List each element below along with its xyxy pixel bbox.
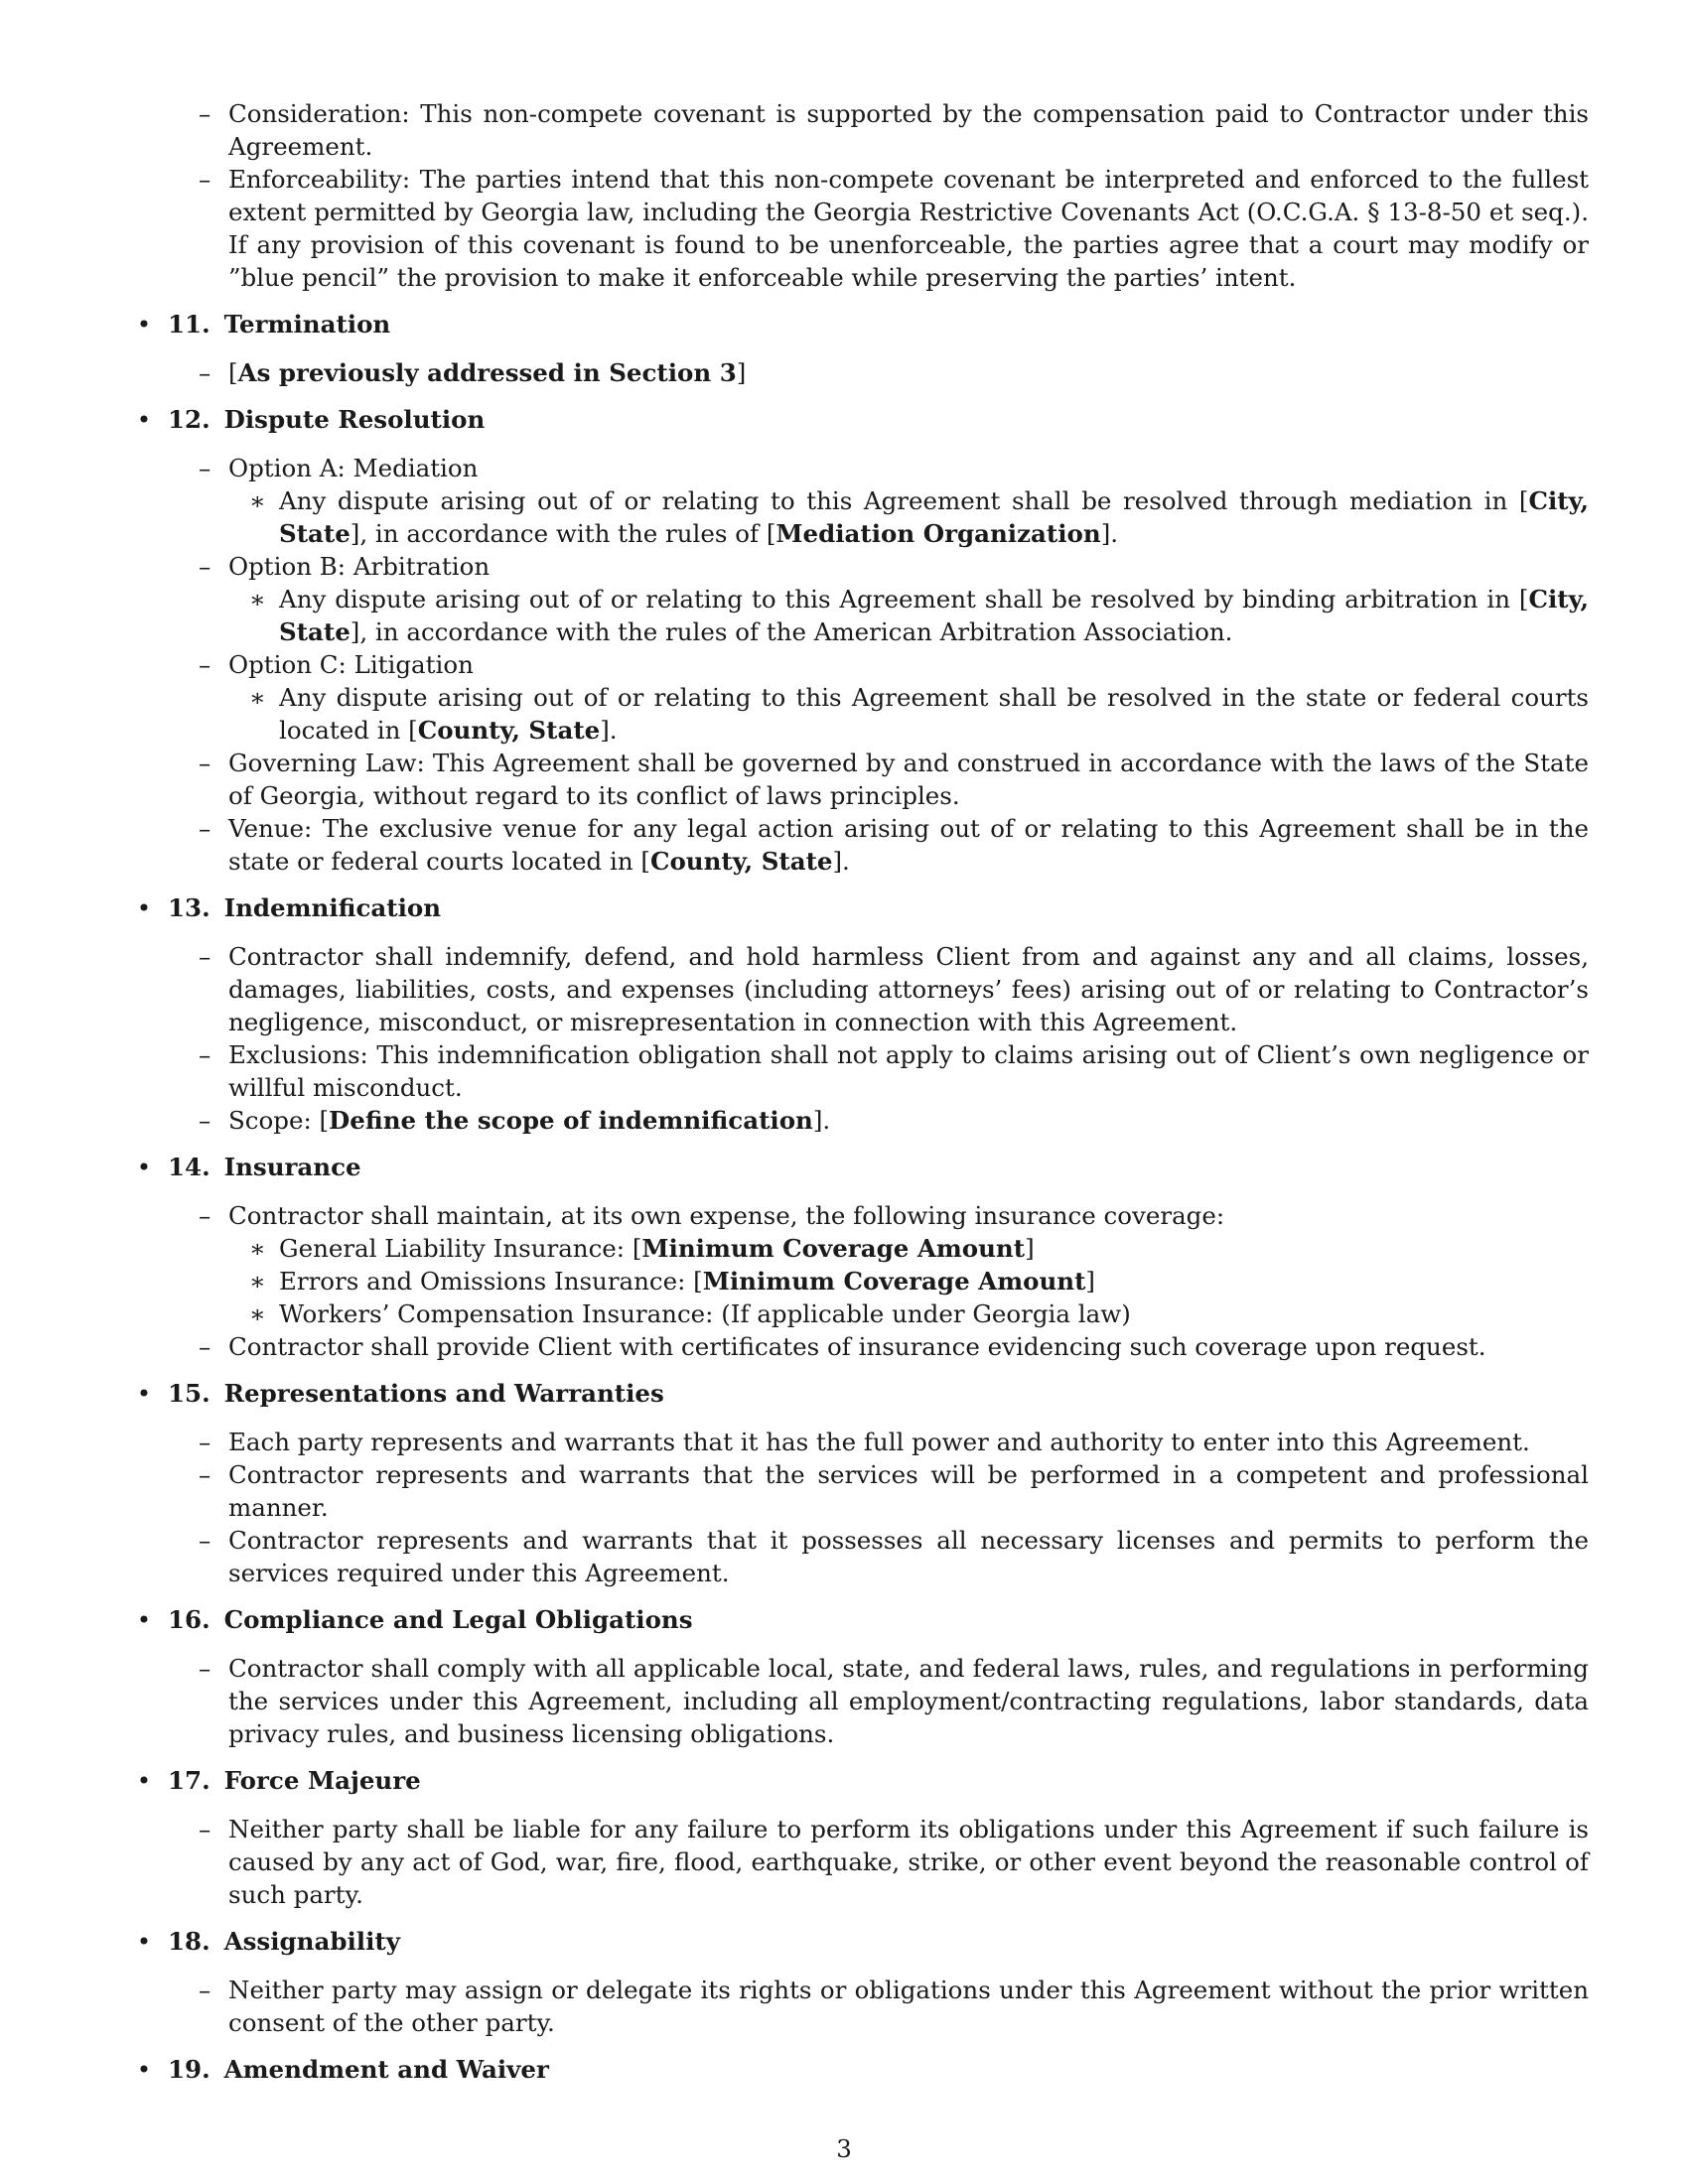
section-dispute-resolution xyxy=(134,403,1589,878)
list-item: – Exclusions: This indemnification obligation shall not apply to claims arising out of Client’s own negligence or willful misconduct. xyxy=(199,1040,1589,1102)
list-item: – Enforceability: The parties intend that this non-compete covenant be interpreted and enforced to the fullest extent permitted by Georgia law, including the Georgia Restrictive Covenants Act (O.C.G.A. § 13-8-50 et seq.). If any provision of this covenant is found to be unenforceable, the parties agree that a court may modify or ”blue pencil” the provision to make it enforceable while preserving the parties’ intent. xyxy=(199,165,1589,292)
list-item: – Governing Law: This Agreement shall be governed by and construed in accordance with the laws of the State of Georgia, without regard to its conflict of laws principles. xyxy=(199,749,1589,810)
section-force-majeure xyxy=(134,1764,1589,1911)
page-number: 3 xyxy=(836,2134,852,2163)
section-assignability xyxy=(134,1925,1589,2039)
list-item: – Option B: Arbitration xyxy=(199,552,491,581)
section-heading: • 11. Termination xyxy=(136,310,391,339)
section-heading: • 18. Assignability xyxy=(136,1927,400,1956)
list-item: – Venue: The exclusive venue for any legal action arising out of or relating to this Agreement shall be in the state or federal courts located in [County, State]. xyxy=(199,814,1589,876)
sub-list-item: ∗ General Liability Insurance: [Minimum Coverage Amount] xyxy=(249,1234,1035,1263)
section-heading: • 19. Amendment and Waiver xyxy=(136,2055,549,2084)
list-item: – Contractor shall provide Client with certificates of insurance evidencing such coverage upon request. xyxy=(199,1332,1486,1361)
section-termination xyxy=(134,308,1589,389)
list-item: – Contractor shall comply with all applicable local, state, and federal laws, rules, and regulations in performing the services under this Agreement, including all employment/contracting regulations, labor standards, data privacy rules, and business licensing obligations. xyxy=(199,1654,1589,1748)
sub-list-item: ∗ Errors and Omissions Insurance: [Minimum Coverage Amount] xyxy=(249,1267,1095,1296)
list-item: – Option C: Litigation xyxy=(199,650,474,679)
list-item: – Neither party may assign or delegate its rights or obligations under this Agreement without the prior written consent of the other party. xyxy=(199,1976,1589,2037)
sub-list-item: ∗ Any dispute arising out of or relating to this Agreement shall be resolved in the state or federal courts located in [County, State]. xyxy=(249,683,1589,745)
list-item: – Neither party shall be liable for any failure to perform its obligations under this Agreement if such failure is caused by any act of God, war, fire, flood, earthquake, strike, or other event beyond the reasonable control of such party. xyxy=(199,1815,1589,1909)
section-insurance xyxy=(134,1151,1589,1363)
list-item: – Contractor shall maintain, at its own expense, the following insurance coverage: xyxy=(199,1201,1225,1230)
list-item: – Consideration: This non-compete covenant is supported by the compensation paid to Contractor under this Agreement. xyxy=(199,99,1589,161)
section-compliance xyxy=(134,1603,1589,1750)
section-heading: • 12. Dispute Resolution xyxy=(136,405,486,434)
carryover-block xyxy=(134,97,1589,294)
section-heading: • 15. Representations and Warranties xyxy=(136,1379,664,1408)
list-item: – [As previously addressed in Section 3] xyxy=(199,358,747,387)
section-indemnification xyxy=(134,891,1589,1137)
list-item: – Each party represents and warrants that it has the full power and authority to enter into this Agreement. xyxy=(199,1428,1530,1456)
section-heading: • 13. Indemnification xyxy=(136,893,442,922)
section-representations-warranties xyxy=(134,1377,1589,1589)
section-heading: • 16. Compliance and Legal Obligations xyxy=(136,1605,693,1634)
sub-list-item: ∗ Any dispute arising out of or relating to this Agreement shall be resolved by binding arbitration in [City, State], in accordance with the rules of the American Arbitration Association. xyxy=(249,585,1589,646)
sub-list-item: ∗ Any dispute arising out of or relating to this Agreement shall be resolved through mediation in [City, State], in accordance with the rules of [Mediation Organization]. xyxy=(249,486,1589,548)
list-item: – Contractor represents and warrants that it possesses all necessary licenses and permits to perform the services required under this Agreement. xyxy=(199,1526,1589,1587)
document-body xyxy=(134,97,1589,2102)
list-item: – Contractor shall indemnify, defend, and hold harmless Client from and against any and all claims, losses, damages, liabilities, costs, and expenses (including attorneys’ fees) arising out of or relating to Contractor’s negligence, misconduct, or misrepresentation in connection with this Agreement. xyxy=(199,942,1589,1036)
sub-list-item: ∗ Workers’ Compensation Insurance: (If applicable under Georgia law) xyxy=(249,1299,1131,1328)
section-amendment-waiver xyxy=(134,2053,1589,2086)
section-heading: • 17. Force Majeure xyxy=(136,1766,421,1795)
list-item: – Scope: [Define the scope of indemnification]. xyxy=(199,1106,831,1135)
list-item: – Option A: Mediation xyxy=(199,454,479,482)
section-heading: • 14. Insurance xyxy=(136,1153,361,1181)
list-item: – Contractor represents and warrants that the services will be performed in a competent and professional manner. xyxy=(199,1460,1589,1522)
